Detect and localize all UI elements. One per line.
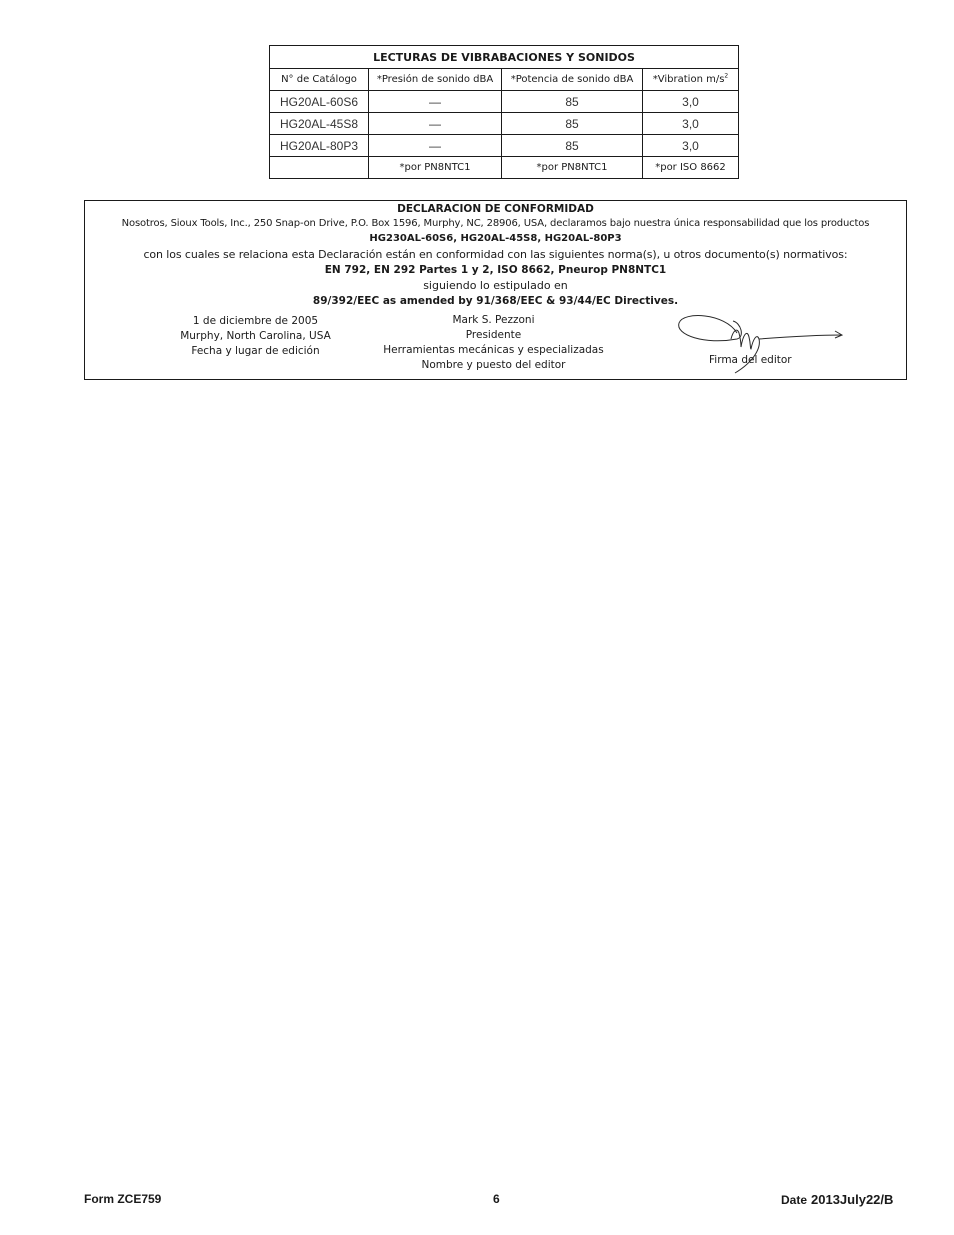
cell-vibration: 3,0	[643, 135, 739, 157]
header-power: *Potencia de sonido dBA	[502, 69, 643, 91]
issue-date: 1 de diciembre de 2005	[192, 315, 319, 327]
table-row	[270, 113, 739, 135]
signer-title: Presidente	[465, 329, 522, 341]
header-vibration	[643, 69, 739, 91]
issue-date-place-block	[173, 314, 338, 359]
declaration-products: HG230AL-60S6, HG20AL-45S8, HG20AL-80P3	[369, 233, 622, 244]
cell-pressure: —	[369, 91, 502, 113]
footnote-vibration: *por ISO 8662	[643, 157, 739, 179]
cell-vibration: 3,0	[643, 113, 739, 135]
cell-power: 85	[502, 135, 643, 157]
declaration-directives: 89/392/EEC as amended by 91/368/EEC & 93/44/EC Directives.	[312, 295, 679, 307]
cell-model: HG20AL-80P3	[270, 135, 369, 157]
header-vibration-label: *Vibration m/s	[652, 74, 725, 85]
cell-vibration: 3,0	[643, 91, 739, 113]
header-vibration-exponent: 2	[724, 72, 729, 80]
form-number: Form ZCE759	[84, 1192, 162, 1206]
declaration-standards: EN 792, EN 292 Partes 1 y 2, ISO 8662, Pneurop PN8NTC1	[324, 264, 667, 276]
name-title-label: Nombre y puesto del editor	[421, 359, 566, 371]
vibration-sound-table	[269, 45, 739, 179]
table-title: LECTURAS DE VIBRABACIONES Y SONIDOS	[270, 46, 739, 69]
table-row	[270, 91, 739, 113]
declaration-intro: Nosotros, Sioux Tools, Inc., 250 Snap-on Drive, P.O. Box 1596, Murphy, NC, 28906, USA, declaramos bajo nuestra única responsabilidad que los productos	[121, 218, 870, 229]
cell-power: 85	[502, 91, 643, 113]
footnote-power: *por PN8NTC1	[502, 157, 643, 179]
footer-date	[781, 1192, 893, 1207]
date-place-label: Fecha y lugar de edición	[191, 345, 320, 357]
declaration-title: DECLARACION DE CONFORMIDAD	[397, 203, 594, 215]
cell-model: HG20AL-45S8	[270, 113, 369, 135]
table-row	[270, 135, 739, 157]
header-catalog: N° de Catálogo	[270, 69, 369, 91]
cell-model: HG20AL-60S6	[270, 91, 369, 113]
table-footnote-row	[270, 157, 739, 179]
table-header-row	[270, 69, 739, 91]
declaration-of-conformity	[84, 200, 907, 380]
date-value: 2013July22/B	[811, 1192, 894, 1207]
declaration-conformity-text: con los cuales se relaciona esta Declaración están en conformidad con las siguientes norma(s), u otros documento(s) normativos:	[143, 248, 848, 261]
cell-pressure: —	[369, 135, 502, 157]
signer-block	[381, 313, 606, 373]
cell-pressure: —	[369, 113, 502, 135]
footnote-pressure: *por PN8NTC1	[369, 157, 502, 179]
issue-place: Murphy, North Carolina, USA	[180, 330, 331, 342]
declaration-following-text: siguiendo lo estipulado en	[423, 279, 568, 292]
footnote-catalog	[270, 157, 369, 179]
signer-department: Herramientas mecánicas y especializadas	[383, 344, 604, 356]
date-label: Date	[781, 1193, 808, 1207]
signature-label: Firma del editor	[709, 354, 792, 366]
header-pressure: *Presión de sonido dBA	[369, 69, 502, 91]
page-number: 6	[493, 1192, 500, 1206]
cell-power: 85	[502, 113, 643, 135]
signer-name: Mark S. Pezzoni	[452, 314, 535, 326]
